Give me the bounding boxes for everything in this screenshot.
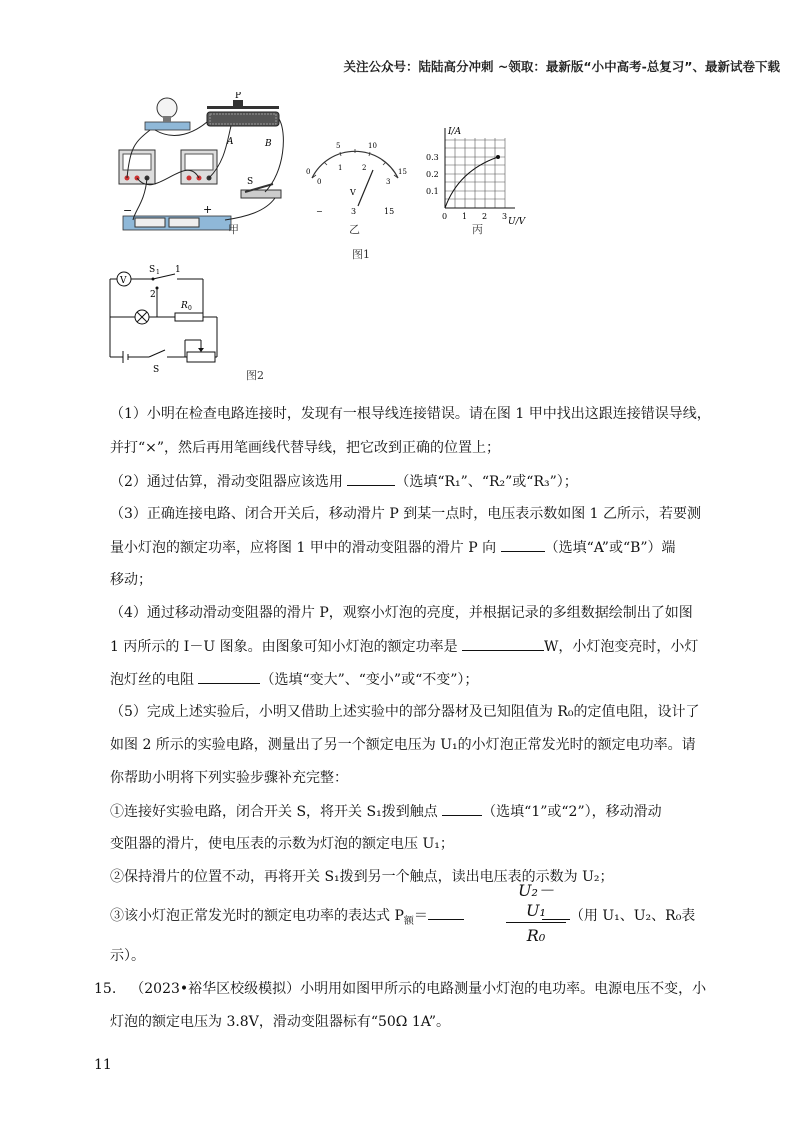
figure1-iu-graph (420, 120, 530, 230)
figure1-sub-c: 丙 (472, 223, 483, 236)
fig2-s1-sub: 1 (156, 269, 160, 276)
dial-tick-10: 10 (368, 142, 377, 150)
figure1-circuit-illustration (115, 92, 290, 242)
graph-xtick-0: 0 (442, 212, 448, 221)
figure1-sub-b: 乙 (349, 223, 360, 236)
rheostat-b-label: B (265, 139, 272, 149)
graph-xtick-1: 1 (462, 212, 468, 221)
q3-line-b: 量小灯泡的额定功率，应将图 1 甲中的滑动变阻器的滑片 P 向 （选填“A”或“B”）端 (110, 537, 720, 558)
q3-blank (501, 537, 545, 552)
dial-terminal-3: 3 (351, 207, 357, 216)
figure1-voltmeter-dial (300, 140, 410, 220)
answer-numerator: U₂－U₁ (506, 878, 566, 923)
graph-xtick-2: 2 (482, 212, 488, 221)
fig2-r0-label: R (181, 301, 188, 311)
page-number: 11 (94, 1057, 112, 1073)
q2-blank (347, 471, 395, 486)
step3-line-b: 示）。 (110, 948, 145, 964)
q1-line-b: 并打“×”，然后再用笔画线代替导线，把它改到正确的位置上； (110, 440, 501, 456)
graph-ytick-0.2: 0.2 (426, 170, 439, 179)
graph-ytick-0.1: 0.1 (426, 187, 439, 196)
dial-terminal-15: 15 (384, 207, 395, 216)
figure2-circuit-diagram (105, 262, 235, 377)
dial-tick-5: 5 (336, 142, 341, 150)
q4-line-c: 泡灯丝的电阻 （选填“变大”、“变小”或“不变”）； (110, 669, 720, 690)
svg-text:+: + (203, 203, 213, 216)
fig2-contact-1: 1 (175, 265, 181, 275)
q15-line-a: 15. （2023•裕华区校级模拟）小明用如图甲所示的电路测量小灯泡的电功率。电源电压不变，小 (94, 981, 707, 997)
dial-tick-15: 15 (398, 168, 407, 176)
rheostat-p-label: P (235, 92, 242, 101)
page-header: 关注公众号：陆陆高分冲刺 ~领取：最新版“小中高考-总复习”、最新试卷下载 (343, 59, 780, 74)
step1-line-b: 变阻器的滑片，使电压表的示数为灯泡的额定电压 U₁； (110, 836, 454, 852)
graph-xtick-3: 3 (502, 212, 508, 221)
q3-line-c: 移动； (110, 572, 152, 588)
dial-inner-1: 1 (338, 164, 343, 172)
q4-line-b: 1 丙所示的 I－U 图象。由图象可知小灯泡的额定功率是 W，小灯泡变亮时，小灯 (110, 636, 720, 657)
q4-power-blank (462, 636, 544, 651)
dial-terminal-neg: − (316, 207, 323, 216)
dial-inner-0: 0 (317, 178, 322, 186)
q5-line-b: 如图 2 所示的实验电路，测量出了另一个额定电压为 U₁的小灯泡正常发光时的额定电功率。请 (110, 737, 696, 753)
q4-resistance-blank (198, 669, 260, 684)
step1-line: ①连接好实验电路，闭合开关 S，将开关 S₁拨到触点 （选填“1”或“2”），移动滑动 (110, 801, 720, 822)
dial-tick-0: 0 (306, 168, 311, 176)
figure2-caption: 图2 (246, 369, 264, 382)
dial-needle (358, 170, 373, 206)
step3-blank-left (428, 905, 464, 920)
fig2-voltmeter-label: V (120, 276, 127, 286)
figure1-caption: 图1 (352, 248, 370, 261)
switch-s-label: S (247, 177, 254, 187)
rheostat-a-label: A (227, 137, 234, 147)
figure1-sub-a: 甲 (228, 223, 239, 236)
fig2-s-label: S (153, 365, 160, 375)
dial-inner-2: 2 (362, 164, 367, 172)
step1-blank (442, 801, 482, 816)
graph-ytick-0.3: 0.3 (426, 153, 439, 162)
q5-line-a: （5）完成上述实验后，小明又借助上述实验中的部分器材及已知阻值为 R₀的定值电阻，设计了 (110, 704, 700, 720)
answer-denominator: R₀ (526, 926, 546, 945)
q1-line-a: （1）小明在检查电路连接时，发现有一根导线连接错误。请在图 1 甲中找出这跟连接错误导线， (110, 406, 711, 422)
q2-line: （2）通过估算，滑动变阻器应该选用 （选填“R₁”、“R₂”或“R₃”）； (110, 471, 720, 492)
dial-unit: V (350, 188, 356, 197)
svg-text:−: − (123, 204, 133, 217)
q3-line-a: （3）正确连接电路、闭合开关后，移动滑片 P 到某一点时，电压表示数如图 1 乙所示，若要测 (110, 506, 702, 522)
q4-line-a: （4）通过移动滑动变阻器的滑片 P，观察小灯泡的亮度，并根据记录的多组数据绘制出了如图 (110, 605, 693, 621)
fig2-r0-sub: 0 (188, 305, 192, 312)
graph-ylabel: I/A (448, 127, 462, 137)
dial-inner-3: 3 (386, 178, 391, 186)
fig2-s1-label: S (149, 265, 156, 275)
q15-line-b: 灯泡的额定电压为 3.8V，滑动变阻器标有“50Ω 1A”。 (110, 1014, 450, 1030)
fig2-contact-2: 2 (150, 290, 156, 300)
q5-line-c: 你帮助小明将下列实验步骤补充完整： (110, 770, 348, 786)
step3-line: ③该小灯泡正常发光时的额定电功率的表达式 $P_额=$ （用 U₁、U₂、R₀表 (110, 905, 720, 932)
answer-fraction (506, 878, 566, 945)
step2-line: ②保持滑片的位置不动，再将开关 S₁拨到另一个触点，读出电压表的示数为 U₂； (110, 869, 614, 885)
graph-xlabel: U/V (508, 217, 526, 227)
